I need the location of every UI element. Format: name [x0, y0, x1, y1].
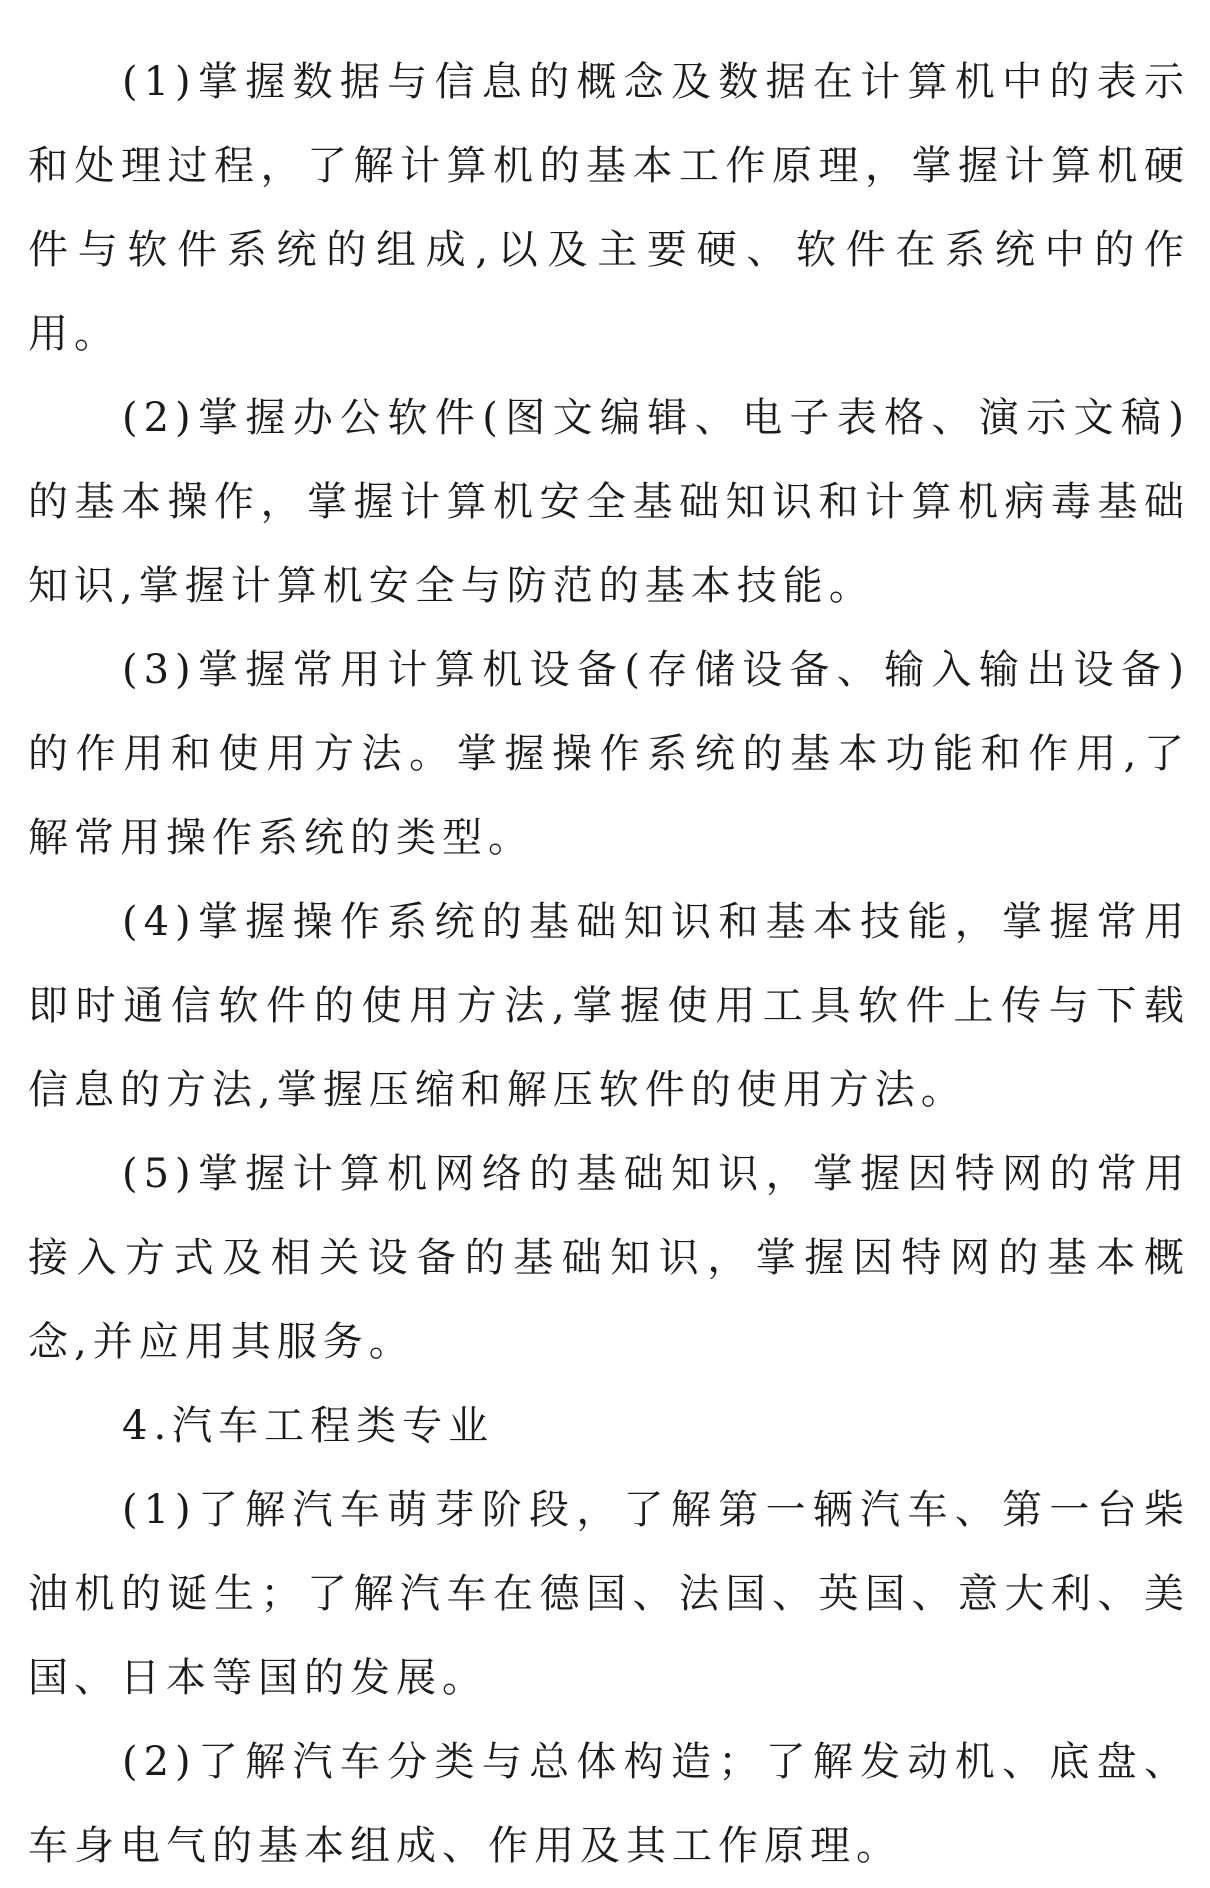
paragraph-computer-5: (5)掌握计算机网络的基础知识，掌握因特网的常用接入方式及相关设备的基础知识，掌握因特网的基本概念,并应用其服务。 [28, 1151, 1190, 1365]
paragraph-computer-4: (4)掌握操作系统的基础知识和基本技能，掌握常用即时通信软件的使用方法,掌握使用工具软件上传与下载信息的方法,掌握压缩和解压软件的使用方法。 [28, 899, 1190, 1113]
paragraph-computer-2: (2)掌握办公软件(图文编辑、电子表格、演示文稿)的基本操作，掌握计算机安全基础知识和计算机病毒基础知识,掌握计算机安全与防范的基本技能。 [28, 395, 1190, 609]
paragraph-auto-1: (1)了解汽车萌芽阶段，了解第一辆汽车、第一台柴油机的诞生；了解汽车在德国、法国、英国、意大利、美国、日本等国的发展。 [28, 1487, 1190, 1701]
paragraph-computer-3: (3)掌握常用计算机设备(存储设备、输入输出设备)的作用和使用方法。掌握操作系统的基本功能和作用,了解常用操作系统的类型。 [28, 647, 1190, 861]
paragraph-computer-1: (1)掌握数据与信息的概念及数据在计算机中的表示和处理过程，了解计算机的基本工作原理，掌握计算机硬件与软件系统的组成,以及主要硬、软件在系统中的作用。 [28, 59, 1190, 357]
paragraph-auto-2: (2)了解汽车分类与总体构造；了解发动机、底盘、车身电气的基本组成、作用及其工作原理。 [28, 1739, 1190, 1869]
section-heading: 4.汽车工程类专业 [122, 1403, 495, 1449]
